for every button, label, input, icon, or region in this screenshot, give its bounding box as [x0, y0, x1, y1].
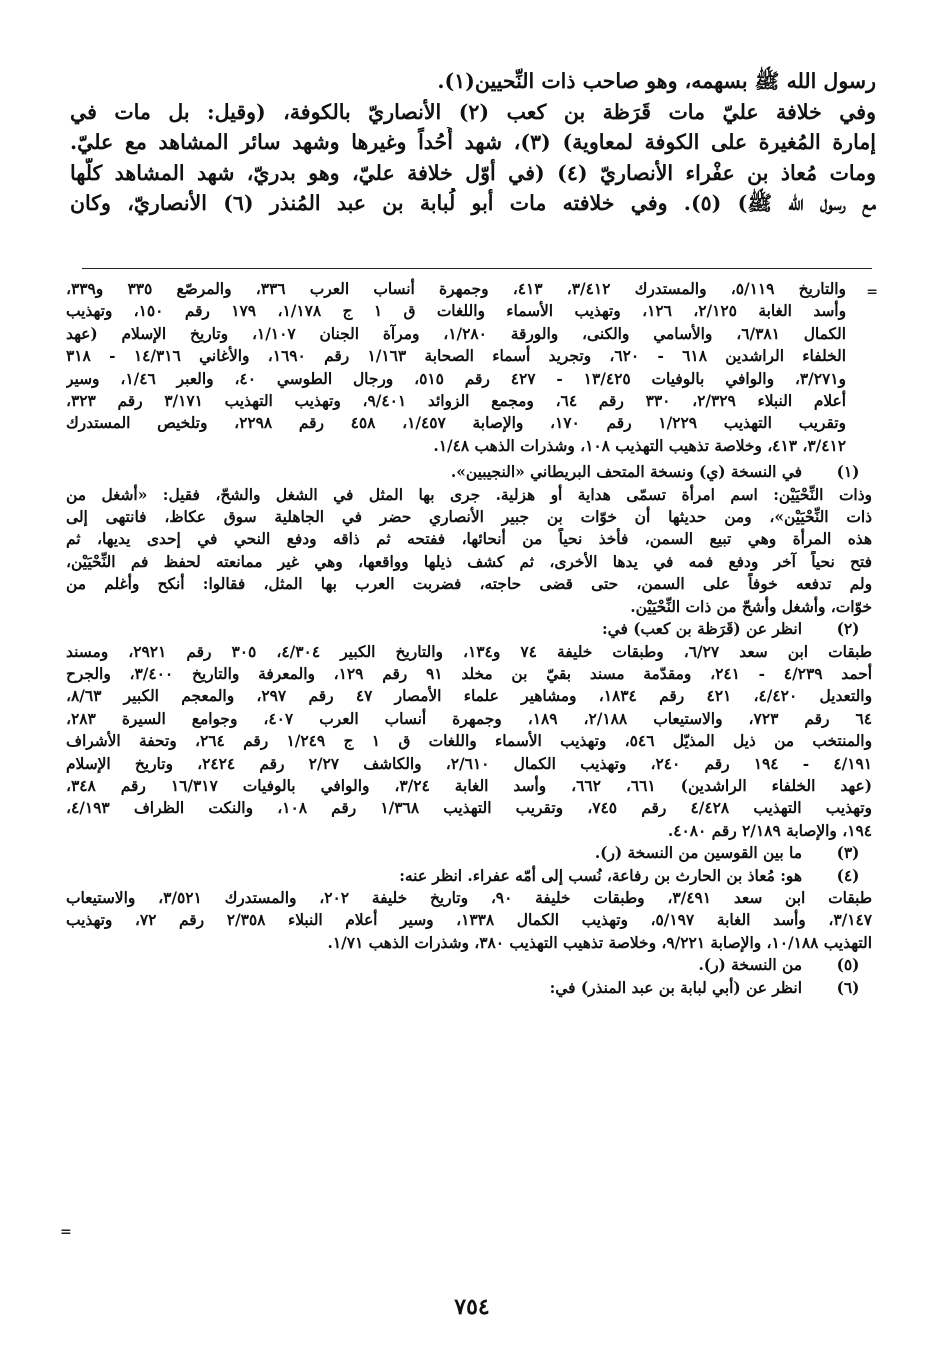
main-text-line: مع رسول الله ﷺ) (٥). وفي خلافته مات أبو لُبابة بن عبد المُنذر (٦) الأنصاريّ، وكان: [70, 191, 876, 215]
continuation-mark-bottom: =: [60, 1224, 72, 1240]
footnote-5: [66, 954, 872, 976]
note-line: والتعديل ٤/٤٢٠، ٤٢١ رقم ١٨٣٤، ومشاهير علماء الأمصار ٤٧ رقم ٢٩٧، والمعجم الكبير ٨/٦٣،: [66, 687, 872, 706]
note-line: في النسخة (ي) ونسخة المتحف البريطاني «النجيبين».: [450, 463, 802, 482]
note-line: والمنتخب من ذيل المذيّل ٥٤٦، وتهذيب الأسماء واللغات ق ١ ج ١/٢٤٩ رقم ٢٦٤، وتحفة الأشراف: [66, 732, 872, 751]
note-line: وتهذيب التهذيب ٤/٤٢٨ رقم ٧٤٥، وتقريب التهذيب ١/٣٦٨ رقم ١٠٨، والنكت الظراف ٤/١٩٣،: [66, 799, 872, 818]
footnote-3: [66, 842, 872, 864]
footnote-number: (١): [836, 463, 860, 482]
footnote-6: [66, 977, 872, 999]
note-line: انظر عن (قَرَظة بن كعب) في:: [601, 620, 802, 639]
footnotes: [66, 278, 872, 999]
note-line: ٦٤ رقم ٧٢٣، والاستيعاب ٢/١٨٨، ١٨٩، وجمهرة أنساب العرب ٤٠٧، وجوامع السيرة ٢٨٣،: [66, 709, 872, 728]
note-line: فتح نحياً آخر ودفع فمه في يدها الأخرى، ثم كشف ذيلها وواقعها، وهي غير ممانعته لحفظ فم النِّحْيَيْن،: [66, 552, 872, 571]
note-line: انظر عن (أبي لبابة بن عبد المنذر) في:: [549, 978, 802, 997]
note-line: طبقات ابن سعد ٦/٢٧، وطبقات خليفة ٧٤ و١٣٤، والتاريخ الكبير ٤/٣٠٤، ٣٠٥ رقم ٢٩٢١، ومسند: [66, 642, 872, 661]
note-line: الكمال ٦/٣٨١، والأسامي والكنى، والورقة ١/٢٨٠، ومرآة الجنان ١/١٠٧، وتاريخ الإسلام (عهد: [66, 324, 846, 343]
note-line: أحمد ٤/٢٣٩ - ٢٤١، ومقدّمة مسند بقيّ بن مخلد ٩١ رقم ١٢٩، والمعرفة والتاريخ ٣/٤٠٠، والجرح: [66, 664, 872, 683]
note-line: ما بين القوسين من النسخة (ر).: [594, 844, 802, 863]
note-line: ٣/٤١٢، ٤١٣، وخلاصة تذهيب التهذيب ١٠٨، وشذرات الذهب ١/٤٨.: [433, 436, 846, 455]
note-line: ولم تدفعه خوفاً على السمن، حتى قضى حاجته، فضربت العرب بها المثل، فقالوا: أنكح وأغلم من: [66, 575, 872, 594]
note-line: والتاريخ ٥/١١٩، والمستدرك ٣/٤١٢، ٤١٣، وجمهرة أنساب العرب ٣٣٦، والمرصّع ٣٣٥ و٣٣٩،: [66, 280, 846, 298]
note-line: وذات النِّحْيَيْن: اسم امرأة تسمّى هداية أو هزلية. جرى بها المثل في الشغل والشحّ، فقيل: «أشغل من: [66, 485, 872, 504]
footnote-1-body: [66, 484, 872, 618]
note-line: وتقريب التهذيب ١/٢٢٩ رقم ١٧٠، والإصابة ١/٤٥٧، ٤٥٨ رقم ٢٢٩٨، وتلخيص المستدرك: [66, 414, 846, 433]
footnote-number: (٢): [836, 620, 860, 639]
note-line: (عهد الخلفاء الراشدين) ٦٦١، ٦٦٢، وأسد الغابة ٣/٢٤، والوافي بالوفيات ١٦/٣١٧ رقم ٣٤٨،: [66, 776, 872, 795]
footnote-number: (٣): [836, 844, 860, 863]
note-line: الخلفاء الراشدين ٦١٨ - ٦٢٠، وتجريد أسماء الصحابة ١/١٦٣ رقم ١٦٩٠، والأغاني ١٤/٣١٦ - ٣١٨: [66, 347, 846, 366]
footnote-number: (٥): [836, 956, 860, 975]
note-line: أعلام النبلاء ٢/٣٢٩، ٣٣٠ رقم ٦٤، ومجمع الزوائد ٩/٤٠١، وتهذيب التهذيب ٣/١٧١ رقم ٣٢٣،: [66, 392, 846, 411]
note-line: من النسخة (ر).: [698, 956, 802, 975]
carryover-note: [66, 278, 872, 457]
note-line: هذه المرأة وهي تبيع السمن، فأخذ نحياً من أنحائها، ففتحه ثم ذاقه ودفع النحي في إحدى يديها، ثم: [66, 530, 872, 549]
footnote-1: [66, 461, 872, 483]
main-text-line: إمارة المُغيرة على الكوفة لمعاوية) (٣)، شهد أُحُداً وغيرها وشهد سائر المشاهد مع عليّ.: [70, 130, 876, 154]
note-line: وأسد الغابة ٢/١٢٥، ١٢٦، وتهذيب الأسماء واللغات ق ١ ج ١/١٧٨، ١٧٩ رقم ١٥٠، وتهذيب: [66, 302, 846, 321]
footnote-number: (٦): [836, 978, 860, 997]
continuation-mark-top: =: [866, 284, 878, 300]
footnote-2: [66, 618, 872, 640]
main-text: [70, 66, 876, 219]
main-text-line: ومات مُعاذ بن عفْراء الأنصاريّ (٤) (في أوّل خلافة عليّ، وهو بدريّ، شهد المشاهد كلّها: [70, 160, 876, 185]
page-number: ٧٥٤: [454, 1294, 490, 1320]
note-line: التهذيب ١٠/١٨٨، والإصابة ٩/٢٢١، وخلاصة تذهيب التهذيب ٣٨٠، وشذرات الذهب ١/٧١.: [327, 933, 872, 952]
footnote-number: (٤): [836, 866, 860, 885]
note-line: طبقات ابن سعد ٣/٤٩١، وطبقات خليفة ٩٠، وتاريخ خليفة ٢٠٢، والمستدرك ٣/٥٢١، والاستيعاب: [66, 888, 872, 907]
footnote-separator: [82, 268, 872, 269]
note-line: و٣/٢٧١، والوافي بالوفيات ١٣/٤٢٥ - ٤٢٧ رقم ٥١٥، ورجال الطوسي ٤٠، والعبر ١/٤٦، وسير: [66, 369, 846, 388]
note-line: ٤/١٩١ - ١٩٤ رقم ٢٤٠، وتهذيب الكمال ٢/٦١٠، والكاشف ٢/٢٧ رقم ٢٤٢٤، وتاريخ الإسلام: [66, 754, 872, 773]
footnote-2-body: [66, 641, 872, 843]
note-line: خوّات، وأشغل وأشحّ من ذات النِّحْيَيْن.: [630, 597, 872, 616]
main-text-line: رسول الله ﷺ بسهمه، وهو صاحب ذات النِّحيين(١).: [437, 69, 876, 93]
main-text-line: وفي خلافة عليّ مات قَرَظة بن كعب (٢) الأنصاريّ بالكوفة، (وقيل: بل مات في: [70, 99, 876, 124]
note-line: هو: مُعاذ بن الحارث بن رفاعة، نُسب إلى أمّه عفراء. انظر عنه:: [399, 866, 802, 885]
note-line: ٣/١٤٧، وأسد الغابة ٥/١٩٧، وتهذيب الكمال ١٣٣٨، وسير أعلام النبلاء ٢/٣٥٨ رقم ٧٢، وتهذيب: [66, 911, 872, 930]
footnote-4: [66, 865, 872, 887]
note-line: ذات النِّحْيَيْن»، ومن حديثها أن خوّات بن جبير الأنصاري حضر في الجاهلية سوق عكاظ، فانتهى إلى: [66, 508, 872, 527]
note-line: ١٩٤، والإصابة ٢/١٨٩ رقم ٤٠٨٠.: [667, 821, 872, 840]
footnote-4-body: [66, 887, 872, 954]
